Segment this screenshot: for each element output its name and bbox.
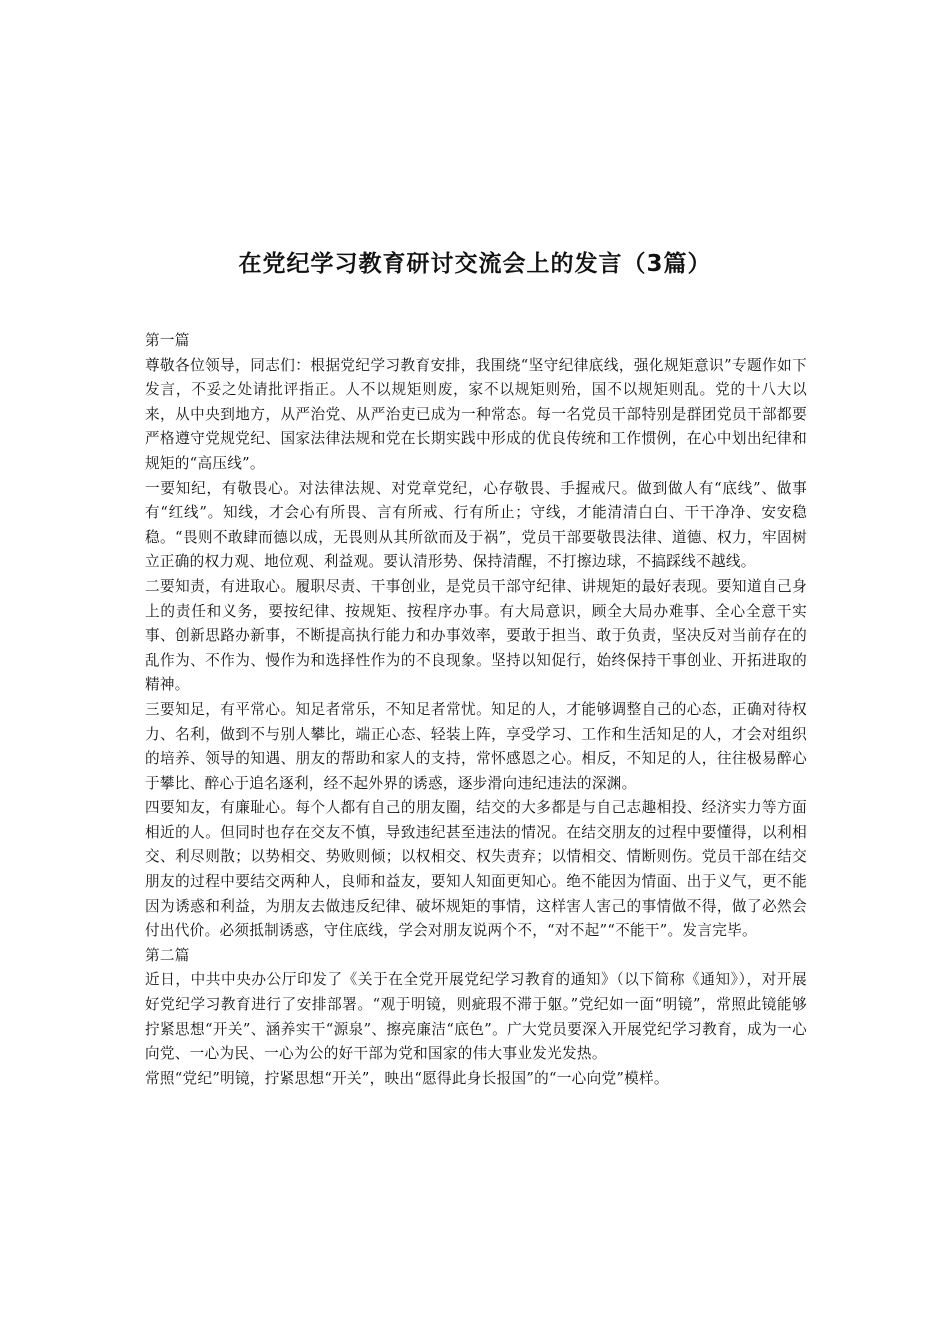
paragraph: 三要知足，有平常心。知足者常乐，不知足者常忧。知足的人，才能够调整自己的心态，正确对待权力、名利，做到不与别人攀比，端正心态、轻装上阵，享受学习、工作和生活知足的人，才会对组织的培养、领导的知遇、朋友的帮助和家人的支持，常怀感恩之心。相反，不知足的人，往往极易醉心于攀比、醉心于追名逐利，经不起外界的诱惑，逐步滑向违纪违法的深渊。	[145, 700, 807, 792]
paragraph: 四要知友，有廉耻心。每个人都有自己的朋友圈，结交的大多都是与自己志趣相投、经济实力等方面相近的人。但同时也存在交友不慎，导致违纪甚至违法的情况。在结交朋友的过程中要懂得，以利相交、利尽则散；以势相交、势败则倾；以权相交、权失责弃；以情相交、情断则伤。党员干部在结交朋友的过程中要结交两种人，良师和益友，要知人知面更知心。绝不能因为情面、出于义气，更不能因为诱惑和利益，为朋友去做违反纪律、破坏规矩的事情，这样害人害己的事情做不得，做了必然会付出代价。必须抵制诱惑，守住底线，学会对朋友说两个不，“对不起”“不能干”。发言完毕。	[145, 799, 807, 940]
paragraph: 二要知责，有进取心。履职尽责、干事创业，是党员干部守纪律、讲规矩的最好表现。要知道自己身上的责任和义务，要按纪律、按规矩、按程序办事。有大局意识，顾全大局办难事、全心全意干实事、创新思路办新事，不断提高执行能力和办事效率，要敢于担当、敢于负责，坚决反对当前存在的乱作为、不作为、慢作为和选择性作为的不良现象。坚持以知促行，始终保持干事创业、开拓进取的精神。	[145, 577, 807, 694]
document-body	[145, 329, 807, 1091]
section-heading: 第一篇	[145, 332, 190, 349]
paragraph: 近日，中共中央办公厅印发了《关于在全党开展党纪学习教育的通知》（以下简称《通知》），对开展好党纪学习教育进行了安排部署。“观于明镜，则疵瑕不滞于躯。”党纪如一面“明镜”，常照此镜能够拧紧思想“开关”、涵养实干“源泉”、擦亮廉洁“底色”。广大党员要深入开展党纪学习教育，成为一心向党、一心为民、一心为公的好干部为党和国家的伟大事业发光发热。	[145, 971, 807, 1063]
paragraph: 尊敬各位领导，同志们：根据党纪学习教育安排，我围绕“坚守纪律底线，强化规矩意识”专题作如下发言，不妥之处请批评指正。人不以规矩则废，家不以规矩则殆，国不以规矩则乱。党的十八大以来，从中央到地方，从严治党、从严治吏已成为一种常态。每一名党员干部特别是群团党员干部都要严格遵守党规党纪、国家法律法规和党在长期实践中形成的优良传统和工作惯例，在心中划出纪律和规矩的“高压线”。	[145, 356, 807, 472]
paragraph: 常照“党纪”明镜，拧紧思想“开关”，映出“愿得此身长报国”的“一心向党”模样。	[145, 1069, 669, 1087]
section-heading: 第二篇	[145, 946, 190, 964]
document-title: 在党纪学习教育研讨交流会上的发言（3篇）	[238, 251, 712, 277]
paragraph: 一要知纪，有敬畏心。对法律法规、对党章党纪，心存敬畏、手握戒尺。做到做人有“底线”、做事有“红线”。知线，才会心有所畏、言有所戒、行有所止；守线，才能清清白白、干干净净、安安稳稳。“畏则不敢肆而德以成，无畏则从其所欲而及于祸”，党员干部要敬畏法律、道德、权力，牢固树立正确的权力观、地位观、利益观。要认清形势、保持清醒，不打擦边球，不搞踩线不越线。	[145, 479, 807, 571]
